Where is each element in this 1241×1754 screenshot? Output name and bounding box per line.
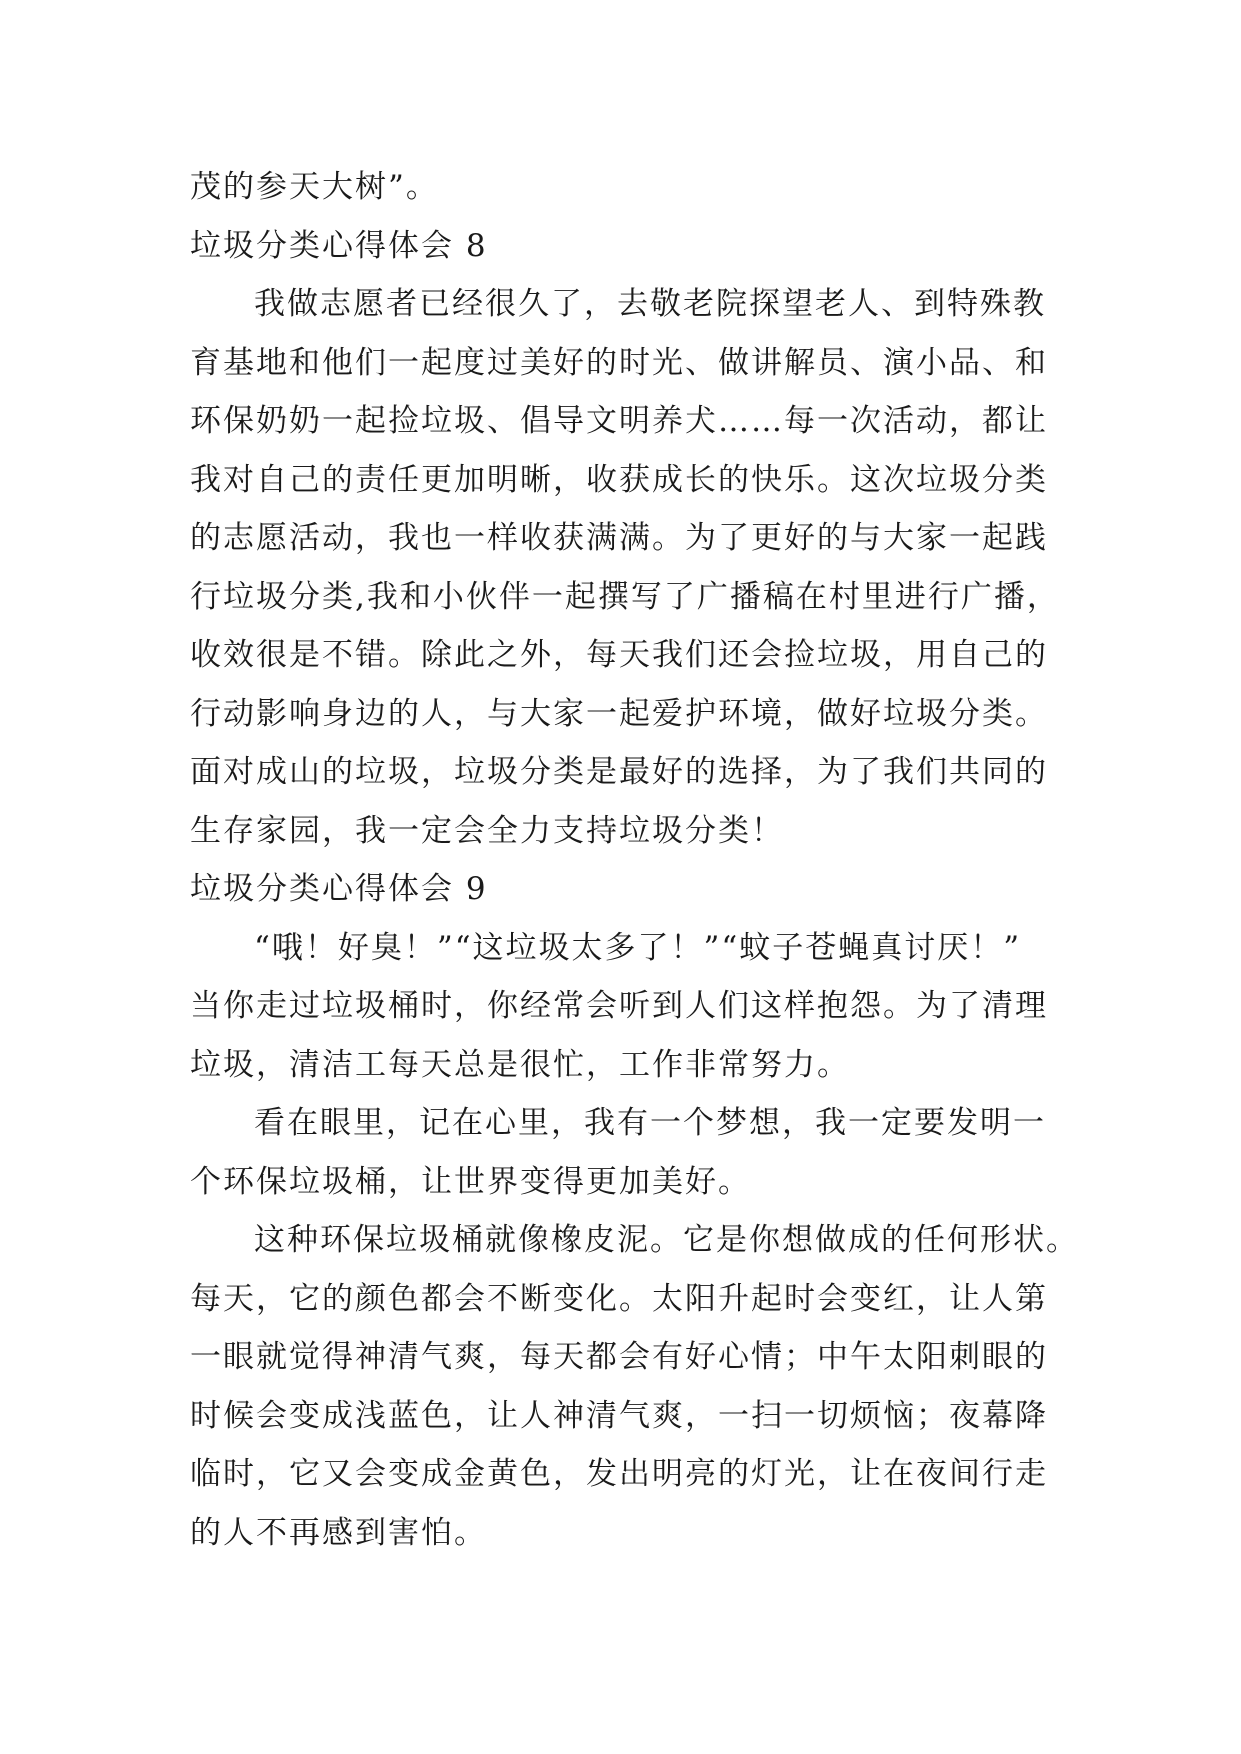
text-line: 我对自己的责任更加明晰，收获成长的快乐。这次垃圾分类 (190, 461, 1048, 498)
text-line: 育基地和他们一起度过美好的时光、做讲解员、演小品、和 (190, 344, 1048, 381)
text-line: 个环保垃圾桶，让世界变得更加美好。 (190, 1163, 751, 1200)
text-line: 时候会变成浅蓝色，让人神清气爽，一扫一切烦恼；夜幕降 (190, 1397, 1048, 1434)
text-line: 这种环保垃圾桶就像橡皮泥。它是你想做成的任何形状。 (254, 1222, 1079, 1258)
text-line: 每天，它的颜色都会不断变化。太阳升起时会变红，让人第 (190, 1280, 1048, 1317)
text-line: 的人不再感到害怕。 (190, 1514, 487, 1551)
text-line: 当你走过垃圾桶时，你经常会听到人们这样抱怨。为了清理 (190, 988, 1048, 1024)
text-line: 生存家园，我一定会全力支持垃圾分类！ (190, 812, 784, 849)
text-line: 临时，它又会变成金黄色，发出明亮的灯光，让在夜间行走 (190, 1456, 1048, 1492)
section-heading-9: 垃圾分类心得体会 9 (190, 871, 488, 907)
text-line: 垃圾，清洁工每天总是很忙，工作非常努力。 (190, 1046, 850, 1083)
text-line: 面对成山的垃圾，垃圾分类是最好的选择，为了我们共同的 (190, 754, 1048, 790)
text-line: “哦！好臭！”“这垃圾太多了！”“蚊子苍蝇真讨厌！” (254, 929, 1022, 966)
text-line: 行动影响身边的人，与大家一起爱护环境，做好垃圾分类。 (190, 695, 1048, 732)
text-line: 的志愿活动，我也一样收获满满。为了更好的与大家一起践 (190, 520, 1048, 556)
text-line: 我做志愿者已经很久了，去敬老院探望老人、到特殊教 (254, 286, 1046, 322)
text-line: 一眼就觉得神清气爽，每天都会有好心情；中午太阳刺眼的 (190, 1339, 1048, 1375)
text-line: 茂的参天大树”。 (190, 169, 439, 205)
text-line: 看在眼里，记在心里，我有一个梦想，我一定要发明一 (254, 1105, 1046, 1141)
section-heading-8: 垃圾分类心得体会 8 (190, 227, 488, 264)
text-line: 环保奶奶一起捡垃圾、倡导文明养犬……每一次活动，都让 (190, 403, 1048, 439)
text-line: 收效很是不错。除此之外，每天我们还会捡垃圾，用自己的 (190, 637, 1048, 673)
document-body (190, 158, 1079, 1562)
text-line: 行垃圾分类,我和小伙伴一起撰写了广播稿在村里进行广播， (190, 578, 1060, 615)
